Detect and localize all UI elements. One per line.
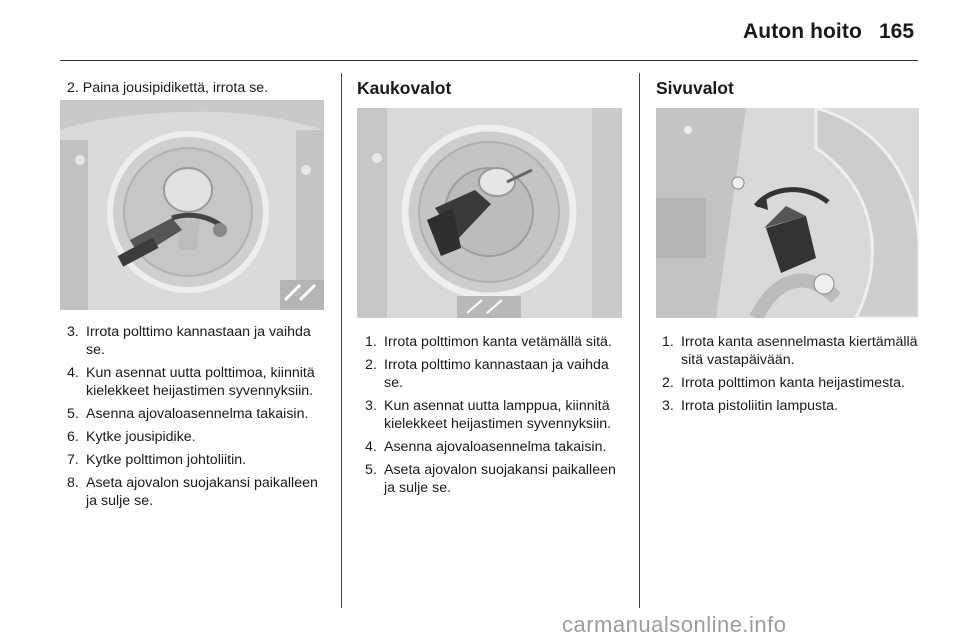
list-item (67, 451, 327, 469)
step-text: Kytke polttimon johtoliitin. (86, 452, 247, 468)
step-text: Aseta ajovalon suojakansi paikalleen ja sulje se. (384, 462, 616, 496)
step-number: 7. (67, 452, 79, 468)
column-1-steps (67, 323, 327, 515)
step-text: Kun asennat uutta polttimoa, kiinnitä kielekkeet heijastimen syvennyksiin. (86, 365, 315, 399)
step-number: 2. (365, 357, 377, 373)
step-text: Irrota pistoliitin lampusta. (681, 398, 838, 414)
step-text: Asenna ajovaloasennelma takaisin. (384, 439, 607, 455)
column-divider-2 (639, 73, 640, 608)
step-number: 1. (662, 334, 674, 350)
list-item (67, 474, 327, 510)
section-heading-kaukovalot: Kaukovalot (357, 78, 452, 98)
column-divider-1 (341, 73, 342, 608)
list-item (662, 397, 920, 415)
step-number: 3. (67, 324, 79, 340)
page-number: 165 (879, 20, 915, 43)
step-text: Irrota polttimo kannastaan ja vaihda se. (86, 324, 311, 358)
step-number: 8. (67, 475, 79, 491)
step-text: Paina jousipidikettä, irrota se. (82, 80, 269, 96)
step-text: Irrota kanta asennelmasta kiertämällä sitä vastapäivään. (681, 334, 918, 368)
list-item (365, 438, 623, 456)
step-number: 2. (67, 80, 79, 96)
step-number: 4. (365, 439, 377, 455)
step-number: 3. (365, 398, 377, 414)
step-number: 5. (365, 462, 377, 478)
column-3-steps (662, 333, 920, 420)
column-1-intro (67, 79, 337, 97)
page-section-title: Auton hoito (743, 20, 862, 43)
step-number: 4. (67, 365, 79, 381)
step-text: Aseta ajovalon suojakansi paikalleen ja sulje se. (86, 475, 318, 509)
step-number: 2. (662, 375, 674, 391)
step-number: 3. (662, 398, 674, 414)
section-heading-sivuvalot: Sivuvalot (656, 78, 734, 98)
list-item (365, 356, 623, 392)
step-text: Kun asennat uutta lamppua, kiinnitä kielekkeet heijastimen syvennyksiin. (384, 398, 612, 432)
list-item (67, 428, 327, 446)
list-item (67, 364, 327, 400)
list-item (365, 397, 623, 433)
list-item (662, 333, 920, 369)
step-text: Irrota polttimo kannastaan ja vaihda se. (384, 357, 609, 391)
step-number: 1. (365, 334, 377, 350)
list-item (365, 461, 623, 497)
side-light-bulb-illustration (656, 108, 919, 318)
column-2-steps (365, 333, 623, 502)
step-text: Kytke jousipidike. (86, 429, 196, 445)
headlight-bulb-illustration (60, 100, 324, 310)
list-item (67, 405, 327, 423)
list-item (365, 333, 623, 351)
list-item (67, 323, 327, 359)
header-divider (60, 60, 918, 61)
step-text: Irrota polttimon kanta vetämällä sitä. (384, 334, 612, 350)
step-text: Irrota polttimon kanta heijastimesta. (681, 375, 905, 391)
step-number: 5. (67, 406, 79, 422)
list-item (662, 374, 920, 392)
step-number: 6. (67, 429, 79, 445)
high-beam-bulb-illustration (357, 108, 622, 318)
watermark-text: carmanualsonline.info (562, 612, 787, 637)
step-text: Asenna ajovaloasennelma takaisin. (86, 406, 309, 422)
